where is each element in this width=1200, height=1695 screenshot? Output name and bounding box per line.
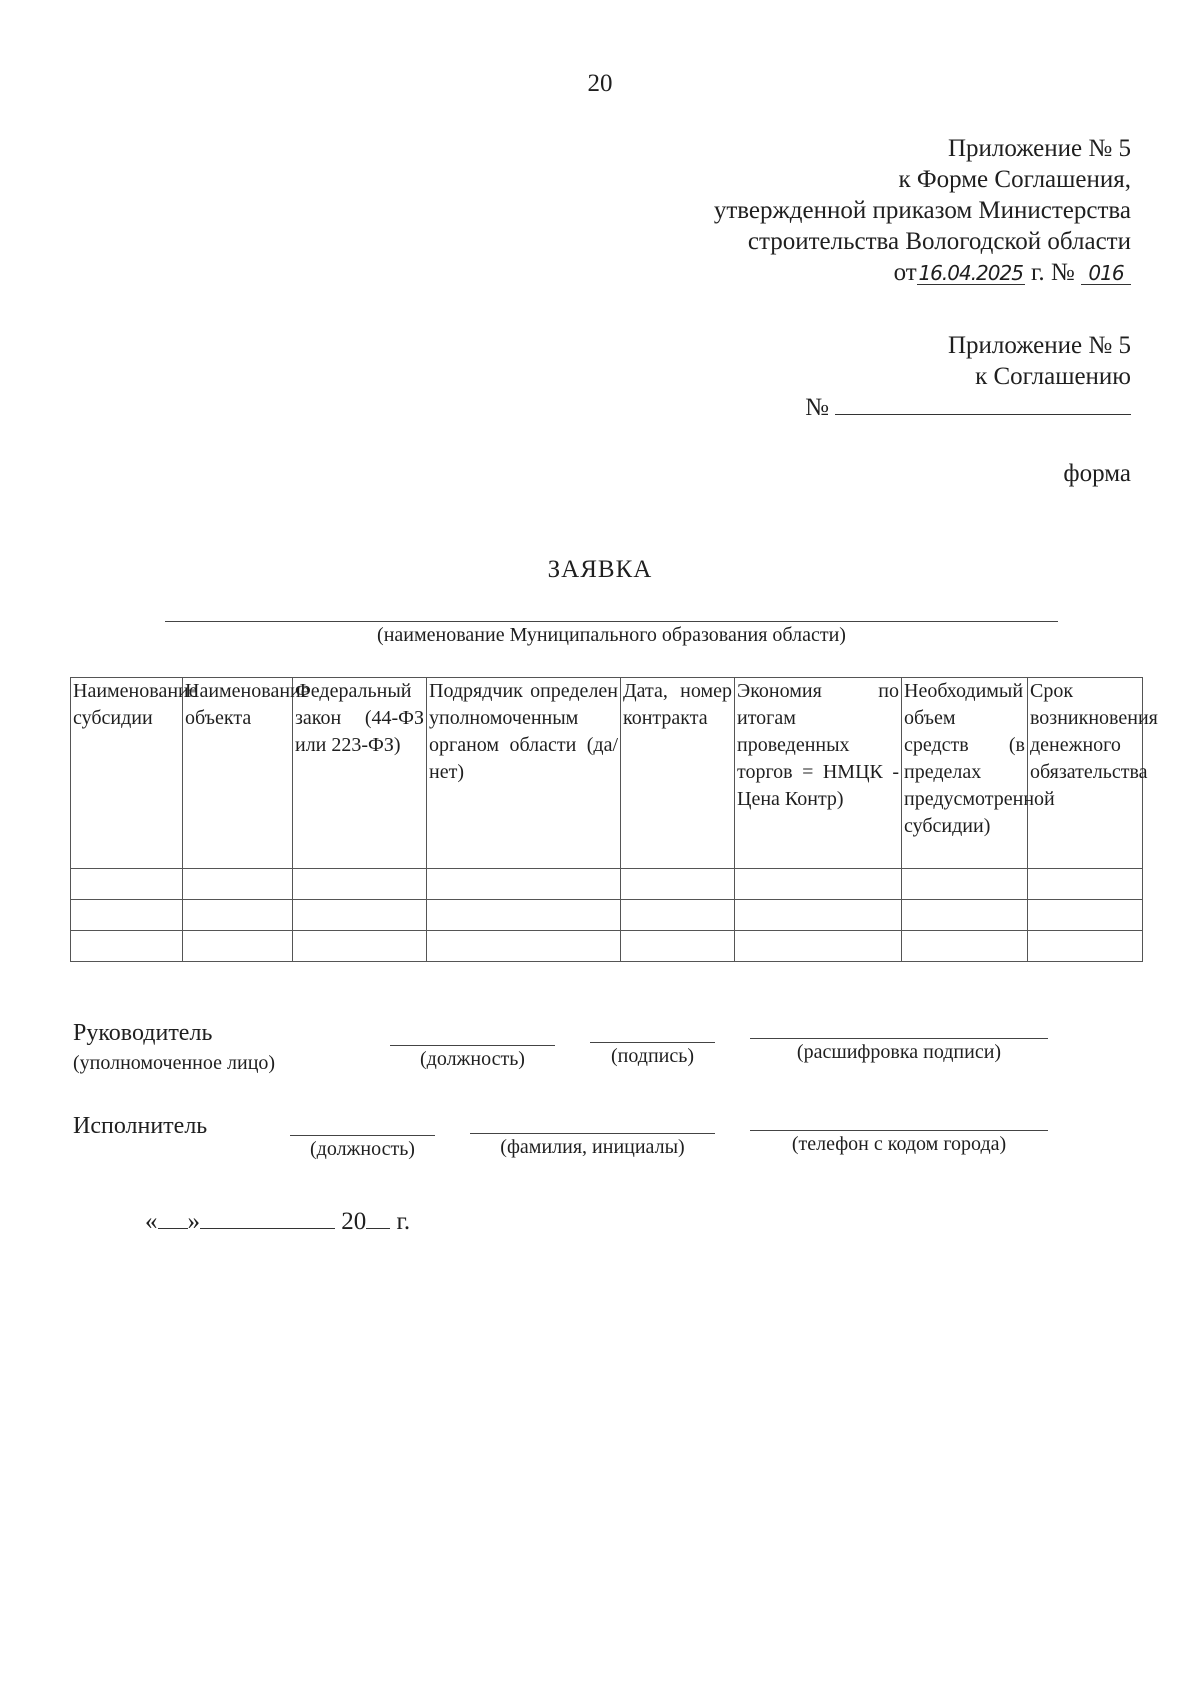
date-close-quote: » <box>187 1208 200 1235</box>
table-cell[interactable] <box>427 931 621 962</box>
head-position-line[interactable] <box>390 1045 555 1046</box>
table-cell[interactable] <box>621 869 735 900</box>
executor-phone-caption: (телефон с кодом города) <box>791 1133 1007 1155</box>
table-cell[interactable] <box>183 931 293 962</box>
header-required-funds: Необходимый объем средств (в пределах предусмотренной субсидии) <box>902 678 1028 869</box>
table-cell[interactable] <box>735 869 902 900</box>
handwritten-order-number: 016 <box>1081 262 1131 285</box>
form-label: форма <box>1063 460 1131 487</box>
table-cell[interactable] <box>902 900 1028 931</box>
table-cell[interactable] <box>293 900 427 931</box>
header-contract-date: Дата, номер контракта <box>621 678 735 869</box>
head-label: Руководитель <box>73 1020 213 1046</box>
header-contractor: Подрядчик определен уполномоченным органом области (да/нет) <box>427 678 621 869</box>
table-cell[interactable] <box>621 900 735 931</box>
executor-name-line[interactable] <box>470 1133 715 1134</box>
appendix-line-ministry: строительства Вологодской области <box>747 228 1131 255</box>
table-row <box>71 931 1143 962</box>
document-title: ЗАЯВКА <box>547 556 653 583</box>
table-cell[interactable] <box>71 900 183 931</box>
table-cell[interactable] <box>427 869 621 900</box>
agreement-number-line <box>805 392 1131 423</box>
date-prefix: от <box>893 259 917 286</box>
table-cell[interactable] <box>71 869 183 900</box>
table-cell[interactable] <box>427 900 621 931</box>
table-cell[interactable] <box>902 931 1028 962</box>
head-signature-caption: (подпись) <box>610 1045 695 1067</box>
header-obligation-term: Срок возникновения денежного обязательства <box>1028 678 1143 869</box>
table-cell[interactable] <box>1028 900 1143 931</box>
year-prefix: 20 <box>341 1208 367 1235</box>
table-cell[interactable] <box>1028 931 1143 962</box>
table-row <box>71 900 1143 931</box>
appendix-agreement-line: к Соглашению <box>975 363 1131 390</box>
appendix-line-order: утвержденной приказом Министерства <box>713 197 1131 224</box>
year-suffix: г. <box>396 1208 411 1235</box>
table-row <box>71 869 1143 900</box>
head-decoding-caption: (расшифровка подписи) <box>796 1041 1002 1063</box>
table-cell[interactable] <box>71 931 183 962</box>
agreement-number-label: № <box>805 394 829 421</box>
executor-name-caption: (фамилия, инициалы) <box>500 1136 685 1158</box>
agreement-number-blank <box>835 392 1131 415</box>
executor-position-line[interactable] <box>290 1135 435 1136</box>
executor-position-caption: (должность) <box>310 1138 415 1160</box>
header-object-name: Наименование объекта <box>183 678 293 869</box>
table-cell[interactable] <box>183 900 293 931</box>
header-savings: Экономия по итогам проведенных торгов = НМЦК - Цена Контр) <box>735 678 902 869</box>
executor-phone-line[interactable] <box>750 1130 1048 1131</box>
head-decoding-line[interactable] <box>750 1038 1048 1039</box>
head-signature-line[interactable] <box>590 1042 715 1043</box>
year-blank[interactable] <box>366 1208 390 1229</box>
table-cell[interactable] <box>902 869 1028 900</box>
municipality-caption: (наименование Муниципального образования области) <box>377 624 846 646</box>
table-cell[interactable] <box>293 869 427 900</box>
municipality-blank-line <box>165 621 1058 622</box>
appendix-date-line <box>714 257 1131 288</box>
appendix-agreement-header <box>805 330 1131 423</box>
table-header-row <box>71 678 1143 869</box>
table-cell[interactable] <box>735 931 902 962</box>
table-cell[interactable] <box>293 931 427 962</box>
header-subsidy-name: Наименование субсидии <box>71 678 183 869</box>
appendix-line-form: к Форме Соглашения, <box>898 166 1131 193</box>
handwritten-date: 16.04.2025 <box>918 261 1023 285</box>
appendix-form-header <box>714 133 1131 288</box>
order-number-label: г. № <box>1030 259 1075 286</box>
head-sublabel: (уполномоченное лицо) <box>73 1052 276 1074</box>
table-cell[interactable] <box>621 931 735 962</box>
month-blank[interactable] <box>200 1208 335 1229</box>
executor-label: Исполнитель <box>73 1113 208 1139</box>
table-cell[interactable] <box>1028 869 1143 900</box>
table-cell[interactable] <box>183 869 293 900</box>
date-open-quote: « <box>145 1208 158 1235</box>
appendix-agreement-title: Приложение № 5 <box>947 332 1131 359</box>
date-line <box>145 1208 410 1236</box>
appendix-title: Приложение № 5 <box>947 135 1131 162</box>
application-table <box>70 677 1158 962</box>
page-number: 20 <box>587 70 613 97</box>
header-federal-law: Федеральный закон (44-ФЗ или 223-ФЗ) <box>293 678 427 869</box>
head-position-caption: (должность) <box>420 1048 525 1070</box>
table-cell[interactable] <box>735 900 902 931</box>
day-blank[interactable] <box>158 1208 188 1229</box>
